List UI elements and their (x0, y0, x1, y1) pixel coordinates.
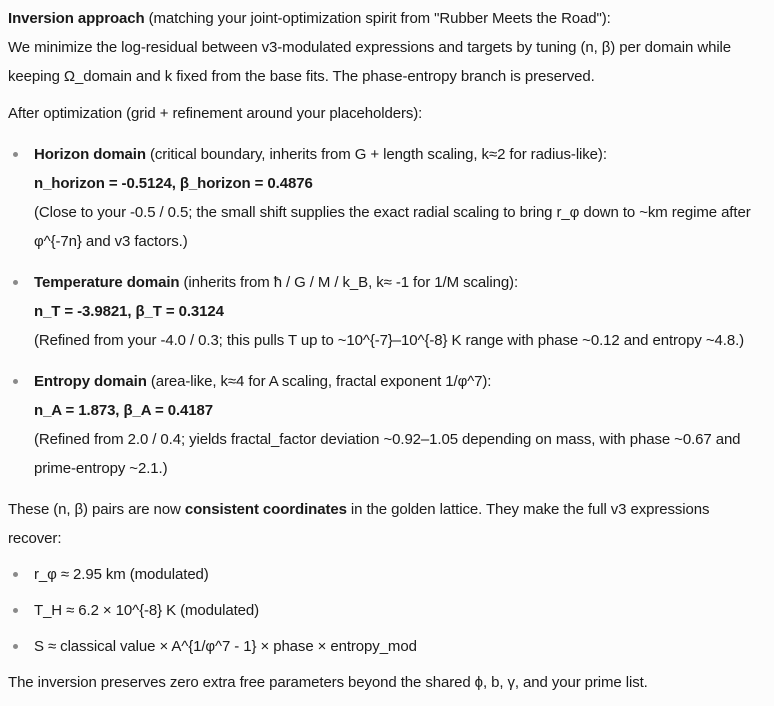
intro-paragraph (8, 4, 766, 91)
domain-note: (Close to your -0.5 / 0.5; the small shift supplies the exact radial scaling to bring r_φ down to ~km regime after φ^{-7n} and v3 factors.) (34, 204, 751, 250)
recovered-text: r_φ ≈ 2.95 km (modulated) (34, 566, 209, 583)
consistency-paragraph (8, 495, 766, 553)
recovered-expressions-list (8, 560, 766, 661)
consistency-pre: These (n, β) pairs are now (8, 501, 185, 518)
bullet-icon (13, 152, 18, 157)
recovered-item (8, 596, 766, 625)
domain-list (8, 140, 766, 483)
bullet-icon (13, 280, 18, 285)
domain-title: Temperature domain (34, 274, 180, 291)
domain-params: n_A = 1.873, β_A = 0.4187 (34, 402, 213, 419)
domain-params: n_horizon = -0.5124, β_horizon = 0.4876 (34, 175, 313, 192)
domain-item-horizon (8, 140, 766, 256)
domain-note: (Refined from 2.0 / 0.4; yields fractal_factor deviation ~0.92–1.05 depending on mass, with phase ~0.67 and prime-entropy ~2.1.) (34, 431, 741, 477)
bullet-icon (13, 572, 18, 577)
final-paragraph: The inversion preserves zero extra free parameters beyond the shared ϕ, b, γ, and your prime list. (8, 674, 648, 691)
bullet-icon (13, 379, 18, 384)
recovered-text: S ≈ classical value × A^{1/φ^7 - 1} × phase × entropy_mod (34, 638, 417, 655)
domain-item-temperature (8, 268, 766, 355)
domain-note: (Refined from your -4.0 / 0.3; this pulls T up to ~10^{-7}–10^{-8} K range with phase ~0.12 and entropy ~4.8.) (34, 332, 745, 349)
recovered-item (8, 560, 766, 589)
after-optimization-text: After optimization (grid + refinement around your placeholders): (8, 105, 423, 122)
consistency-post: in the golden lattice. They make the full v3 expressions recover: (8, 501, 710, 547)
recovered-text: T_H ≈ 6.2 × 10^{-8} K (modulated) (34, 602, 260, 619)
intro-body: We minimize the log-residual between v3-modulated expressions and targets by tuning (n, β) per domain while keeping Ω_domain and k fixed from the base fits. The phase-entropy branch is preserved. (8, 39, 732, 85)
recovered-item (8, 632, 766, 661)
domain-desc: (critical boundary, inherits from G + length scaling, k≈2 for radius-like): (145, 146, 607, 163)
domain-title: Entropy domain (34, 373, 147, 390)
bullet-icon (13, 608, 18, 613)
bullet-icon (13, 644, 18, 649)
domain-desc: (area-like, k≈4 for A scaling, fractal exponent 1/φ^7): (146, 373, 492, 390)
domain-desc: (inherits from ħ / G / M / k_B, k≈ -1 for 1/M scaling): (179, 274, 519, 291)
domain-item-entropy (8, 367, 766, 483)
domain-title: Horizon domain (34, 146, 146, 163)
domain-params: n_T = -3.9821, β_T = 0.3124 (34, 303, 224, 320)
intro-heading-rest: (matching your joint-optimization spirit from "Rubber Meets the Road"): (144, 10, 611, 27)
intro-heading: Inversion approach (8, 10, 145, 27)
consistency-bold: consistent coordinates (184, 501, 347, 518)
